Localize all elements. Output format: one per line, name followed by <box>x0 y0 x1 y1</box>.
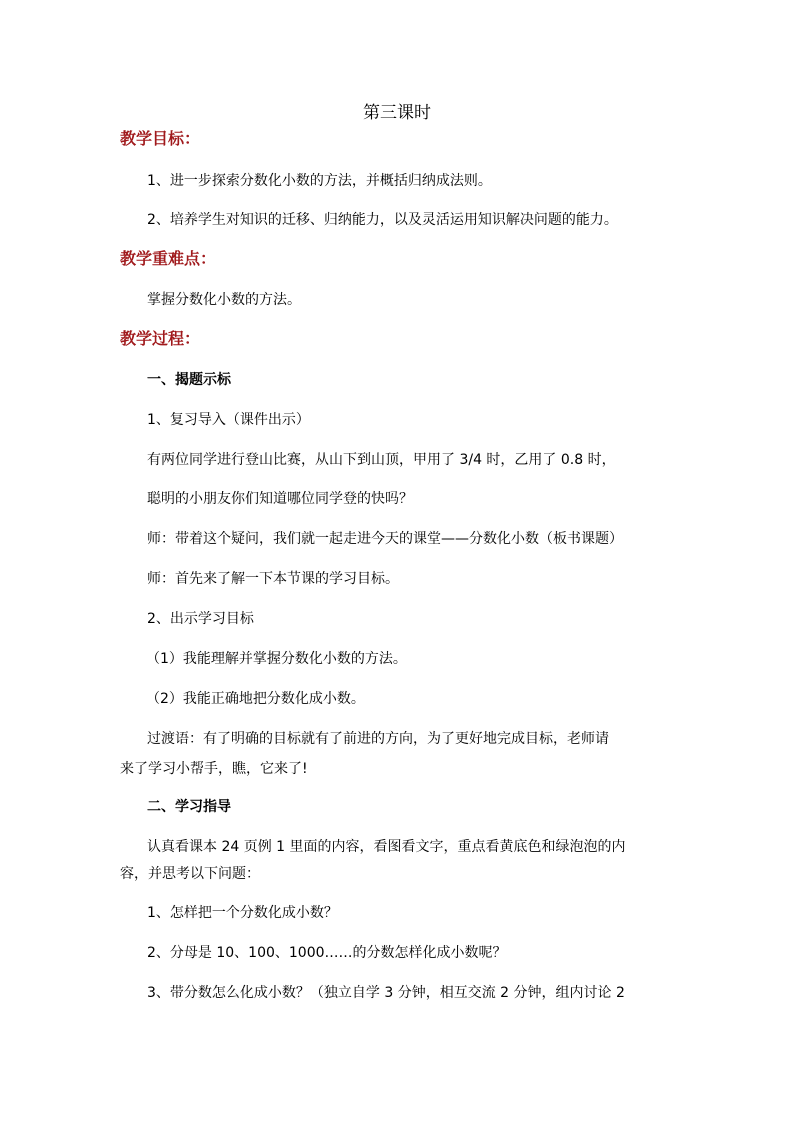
key-points-text: 掌握分数化小数的方法。 <box>147 292 301 308</box>
part2-heading: 二、学习指导 <box>147 799 231 815</box>
review-line-2: 聪明的小朋友你们知道哪位同学登的快吗？ <box>147 491 413 507</box>
goal-item-1: 1、进一步探索分数化小数的方法，并概括归纳成法则。 <box>147 173 492 189</box>
goals-heading: 教学目标： <box>120 129 201 148</box>
review-title: 1、复习导入（课件出示） <box>147 412 310 428</box>
part1-heading: 一、揭题示标 <box>147 372 231 388</box>
guide-line-2: 容，并思考以下问题： <box>120 866 260 882</box>
process-heading: 教学过程： <box>120 329 201 348</box>
question-1: 1、怎样把一个分数化成小数？ <box>147 905 338 921</box>
question-2: 2、分母是 10、100、1000……的分数怎样化成小数呢？ <box>147 945 507 961</box>
page-title: 第三课时 <box>363 103 431 123</box>
learning-goal-1: （1）我能理解并掌握分数化小数的方法。 <box>146 651 407 667</box>
goal-item-2: 2、培养学生对知识的迁移、归纳能力，以及灵活运用知识解决问题的能力。 <box>147 212 618 228</box>
teacher-line-1: 师：带着这个疑问，我们就一起走进今天的课堂——分数化小数（板书课题） <box>147 531 623 547</box>
learning-goal-2: （2）我能正确地把分数化成小数。 <box>146 691 365 707</box>
teacher-line-2: 师：首先来了解一下本节课的学习目标。 <box>147 571 399 587</box>
goals-display-title: 2、出示学习目标 <box>147 611 254 627</box>
transition-line-2: 来了学习小帮手，瞧，它来了! <box>120 761 308 777</box>
question-3: 3、带分数怎么化成小数？（独立自学 3 分钟，相互交流 2 分钟，组内讨论 2 <box>147 985 625 1001</box>
transition-line-1: 过渡语：有了明确的目标就有了前进的方向，为了更好地完成目标，老师请 <box>147 731 609 747</box>
review-line-1: 有两位同学进行登山比赛，从山下到山顶，甲用了 3/4 时，乙用了 0.8 时， <box>147 452 616 468</box>
guide-line-1: 认真看课本 24 页例 1 里面的内容，看图看文字，重点看黄底色和绿泡泡的内 <box>147 839 626 855</box>
key-points-heading: 教学重难点： <box>120 249 217 268</box>
